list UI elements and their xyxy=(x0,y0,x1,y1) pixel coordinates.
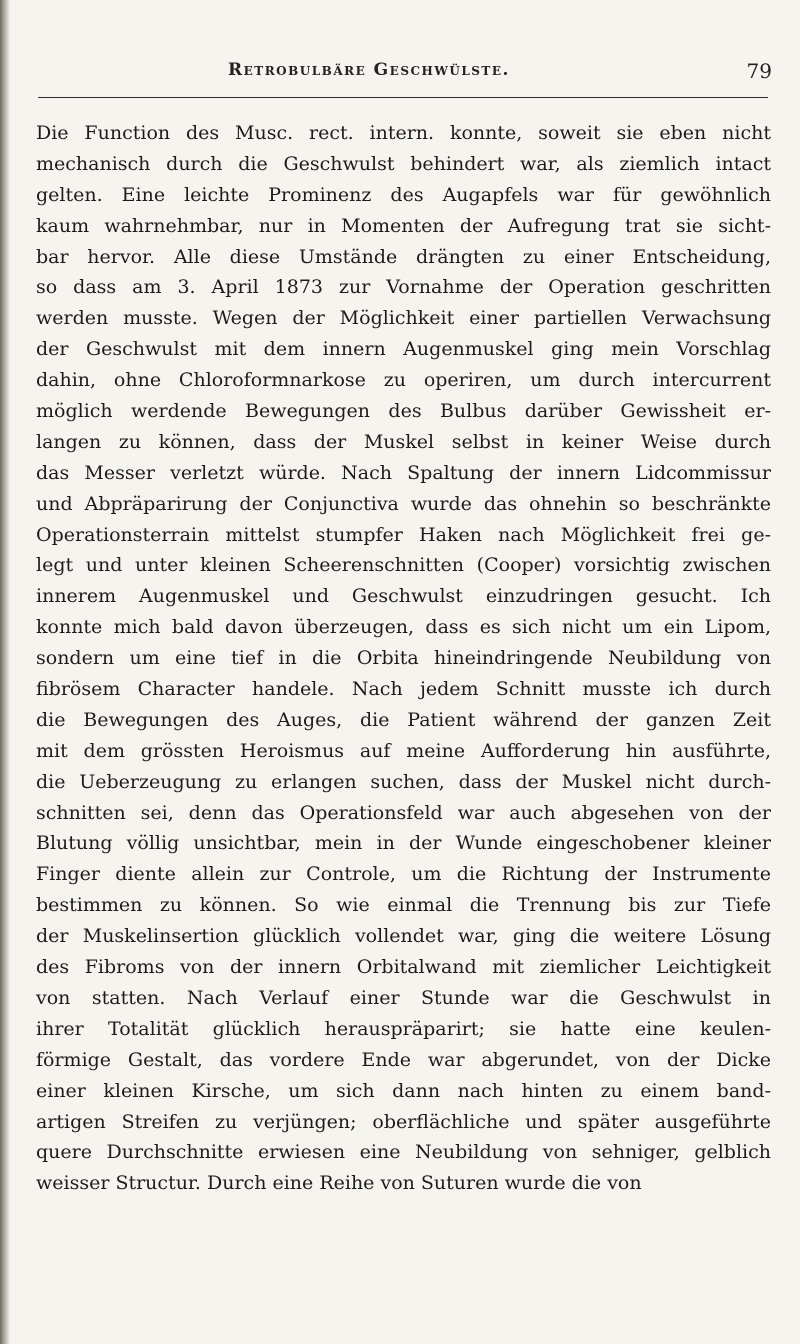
text-line: Blutung völlig unsichtbar, mein in der Wunde eingeschobener kleiner xyxy=(36,832,771,855)
text-line: artigen Streifen zu verjüngen; oberflächliche und später ausgeführte xyxy=(36,1110,771,1133)
text-line: der Muskelinsertion glücklich vollendet war, ging die weitere Lösung xyxy=(36,925,771,948)
text-line: mechanisch durch die Geschwulst behindert war, als ziemlich intact xyxy=(36,152,771,175)
text-line: möglich werdende Bewegungen des Bulbus darüber Gewissheit er- xyxy=(36,400,771,423)
text-line: Die Function des Musc. rect. intern. konnte, soweit sie eben nicht xyxy=(36,122,771,144)
text-line: bar hervor. Alle diese Umstände drängten zu einer Entscheidung, xyxy=(36,245,771,268)
text-line: bestimmen zu können. So wie einmal die Trennung bis zur Tiefe xyxy=(36,894,771,917)
text-line: sondern um eine tief in die Orbita hineindringende Neubildung von xyxy=(36,647,771,670)
text-line: mit dem grössten Heroismus auf meine Aufforderung hin ausführte, xyxy=(36,739,771,762)
text-line: das Messer verletzt würde. Nach Spaltung der innern Lidcommissur xyxy=(36,461,771,484)
body-text xyxy=(36,118,771,1199)
page-number: 79 xyxy=(746,59,772,83)
text-line: legt und unter kleinen Scheerenschnitten (Cooper) vorsichtig zwischen xyxy=(36,554,771,577)
text-line: langen zu können, dass der Muskel selbst in keiner Weise durch xyxy=(36,430,771,453)
text-line: quere Durchschnitte erwiesen eine Neubildung von sehniger, gelblich xyxy=(36,1141,771,1164)
text-line: Operationsterrain mittelst stumpfer Haken nach Möglichkeit frei ge- xyxy=(36,523,771,546)
text-line: werden musste. Wegen der Möglichkeit einer partiellen Verwachsung xyxy=(36,307,771,330)
text-line: konnte mich bald davon überzeugen, dass es sich nicht um ein Lipom, xyxy=(36,616,771,639)
text-line: und Abpräparirung der Conjunctiva wurde das ohnehin so beschränkte xyxy=(36,492,771,515)
text-line: weisser Structur. Durch eine Reihe von Suturen wurde die von xyxy=(36,1172,642,1195)
text-line: schnitten sei, denn das Operationsfeld war auch abgesehen von der xyxy=(36,801,771,824)
text-line: innerem Augenmuskel und Geschwulst einzudringen gesucht. Ich xyxy=(36,585,771,608)
text-line: fibrösem Character handele. Nach jedem Schnitt musste ich durch xyxy=(36,678,771,701)
text-line: von statten. Nach Verlauf einer Stunde war die Geschwulst in xyxy=(36,986,771,1009)
text-line: ihrer Totalität glücklich herauspräparirt; sie hatte eine keulen- xyxy=(36,1017,771,1040)
header-rule xyxy=(38,97,768,98)
text-line: dahin, ohne Chloroformnarkose zu operiren, um durch intercurrent xyxy=(36,369,771,392)
text-line: kaum wahrnehmbar, nur in Momenten der Aufregung trat sie sicht- xyxy=(36,214,771,237)
page-header xyxy=(38,60,780,90)
text-line: so dass am 3. April 1873 zur Vornahme der Operation geschritten xyxy=(36,276,771,299)
text-line: förmige Gestalt, das vordere Ende war abgerundet, von der Dicke xyxy=(36,1048,771,1071)
page-gutter-shadow xyxy=(0,0,10,1344)
running-title: Retrobulbäre Geschwülste. xyxy=(228,60,510,80)
text-line: einer kleinen Kirsche, um sich dann nach hinten zu einem band- xyxy=(36,1079,771,1102)
text-line: die Ueberzeugung zu erlangen suchen, dass der Muskel nicht durch- xyxy=(36,770,771,793)
text-line: Finger diente allein zur Controle, um die Richtung der Instrumente xyxy=(36,863,771,886)
text-line: die Bewegungen des Auges, die Patient während der ganzen Zeit xyxy=(36,708,771,731)
text-line: des Fibroms von der innern Orbitalwand mit ziemlicher Leichtigkeit xyxy=(36,956,771,979)
text-line: gelten. Eine leichte Prominenz des Augapfels war für gewöhnlich xyxy=(36,183,771,206)
text-line: der Geschwulst mit dem innern Augenmuskel ging mein Vorschlag xyxy=(36,338,771,361)
